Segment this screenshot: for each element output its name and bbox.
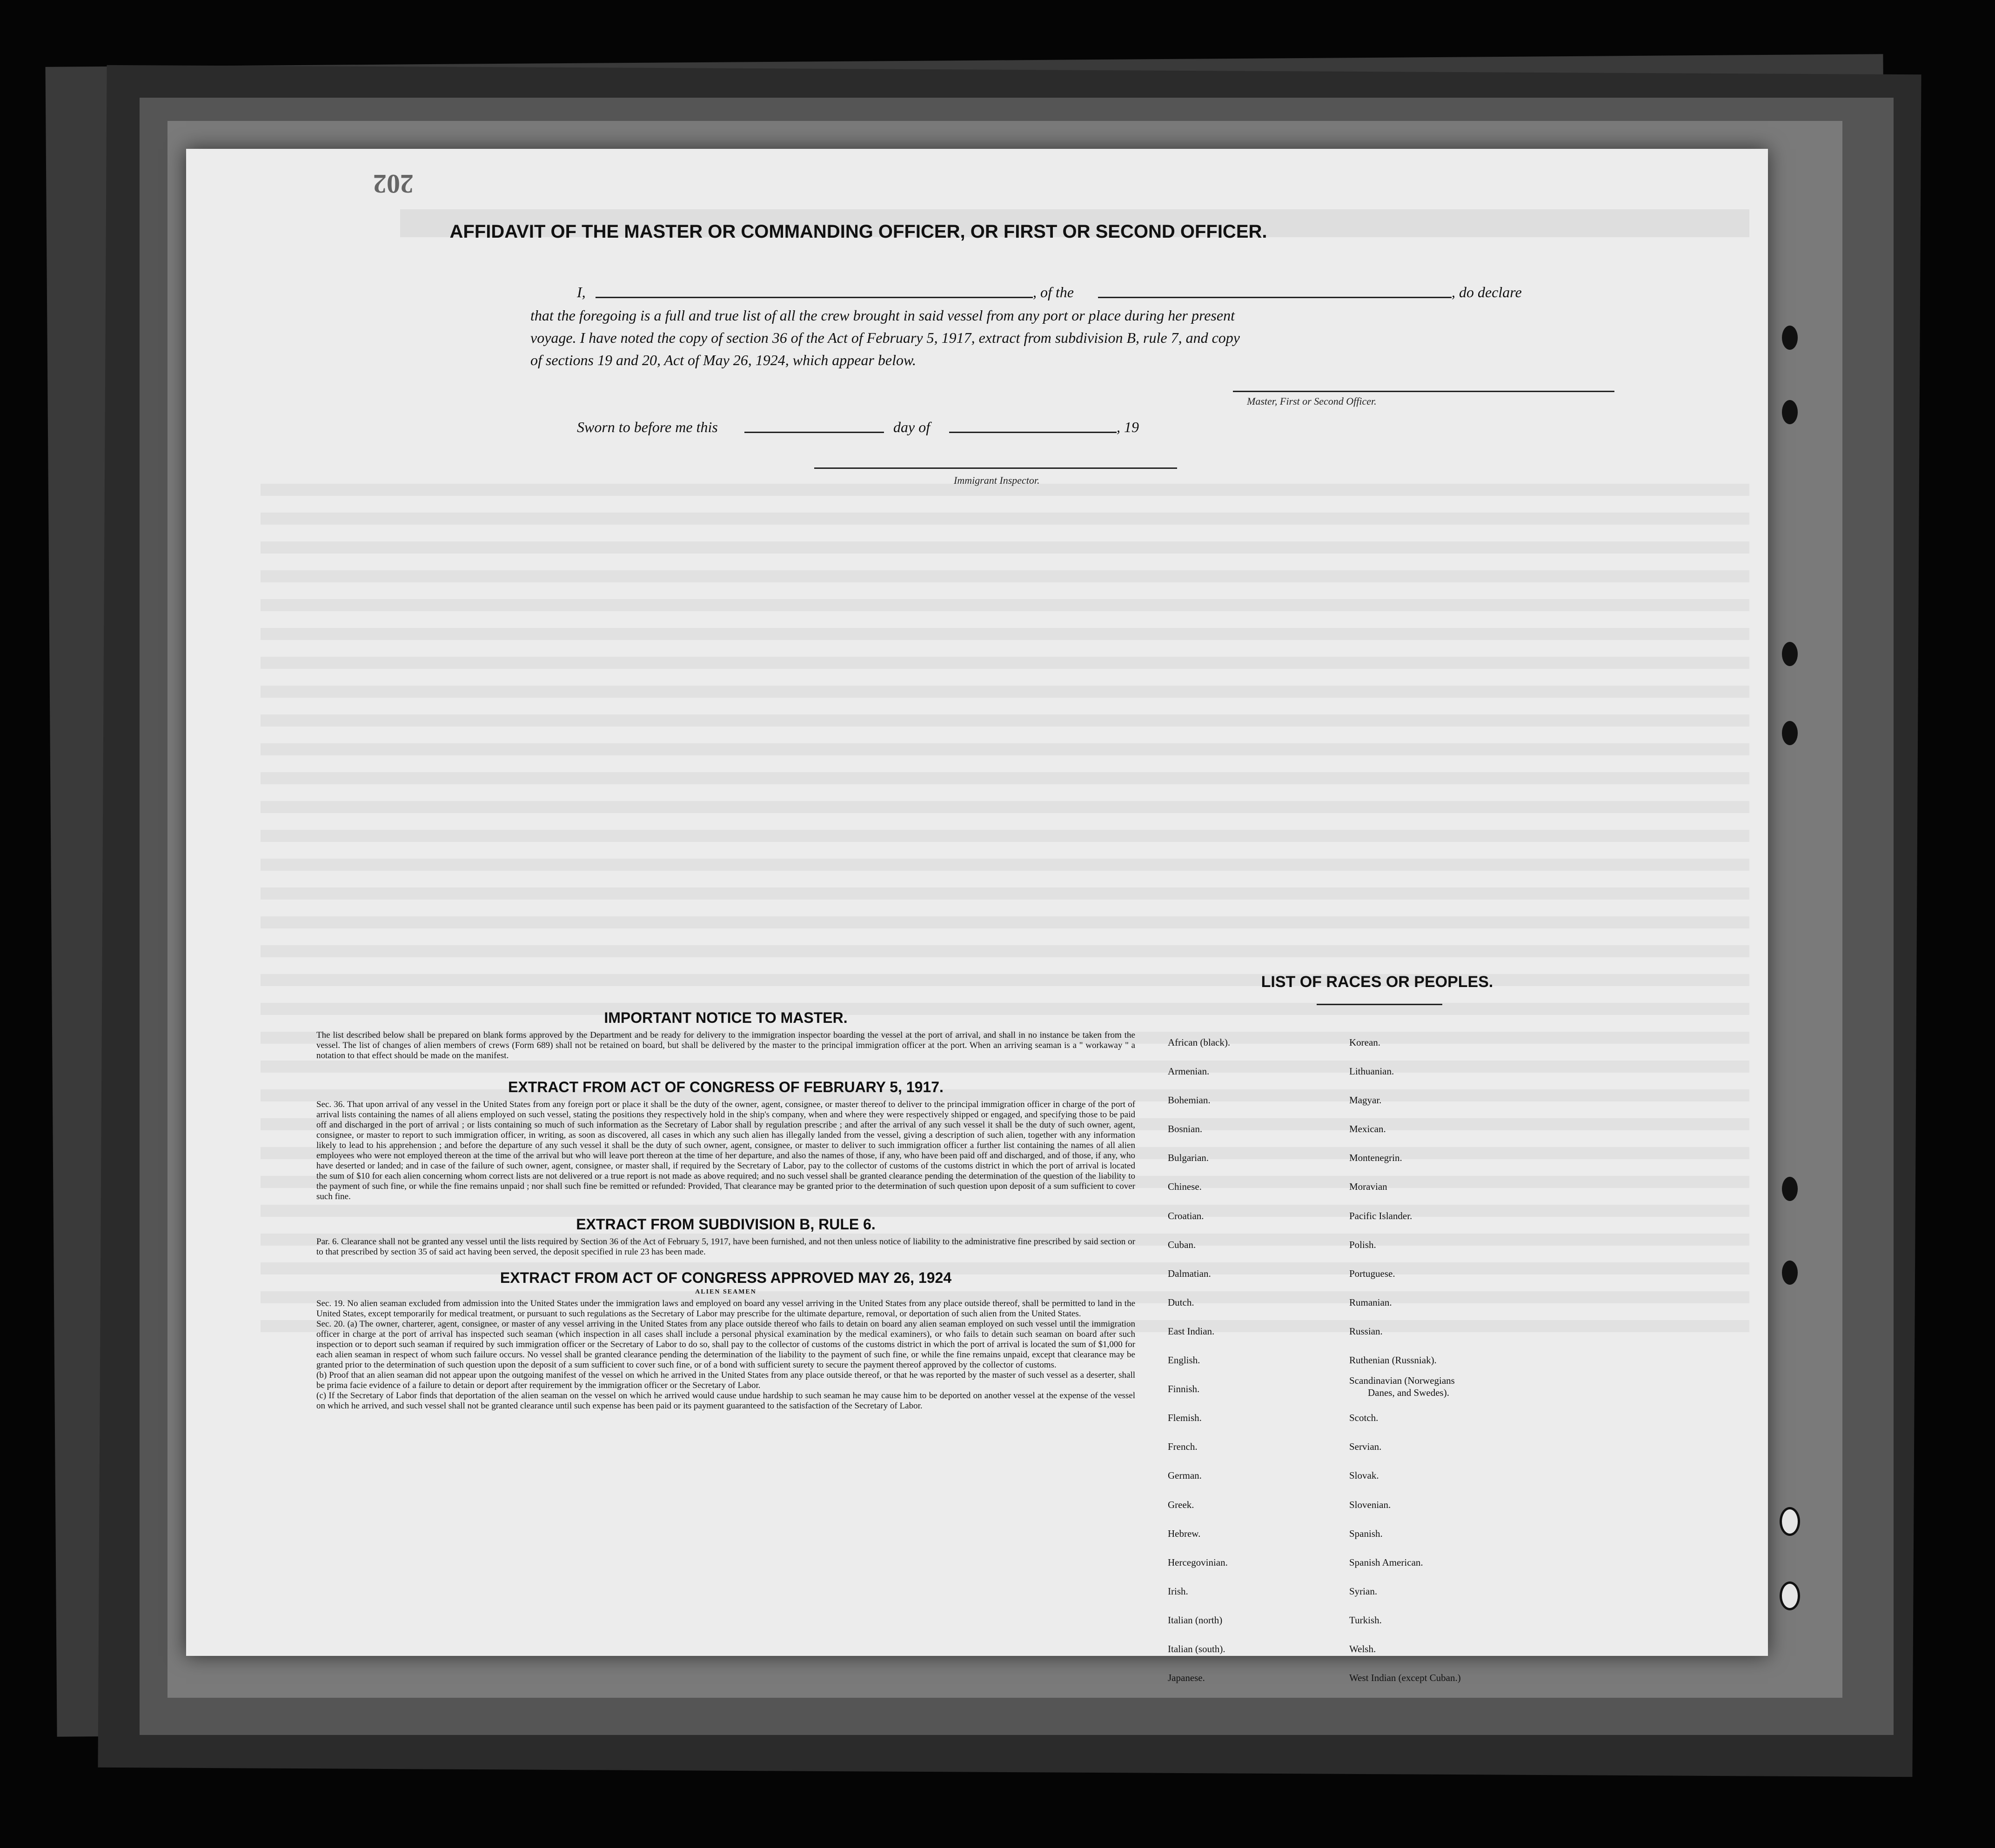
notice-to-master (316, 1009, 1135, 1411)
name-blank (596, 297, 1033, 298)
notice-text: The list described below shall be prepared on blank forms approved by the Department and be ready for delivery to the immigration inspector boarding the vessel at the port of arrival, and shall in no instance be taken from the vessel. The list of changes of alien members of crews (Form 689) shall not be retained on board, but shall be delivered by the master to the principal immigration officer at the port. When an arriving seaman is a " workaway " a notation to that effect should be made on the manifest. (316, 1030, 1135, 1061)
race-item: Russian. (1349, 1325, 1383, 1337)
inspector-caption: Immigrant Inspector. (954, 474, 1040, 486)
feb-1917-title: EXTRACT FROM ACT OF CONGRESS OF FEBRUARY 5, 1917. (508, 1079, 944, 1095)
race-item: Servian. (1349, 1441, 1382, 1453)
race-item: Finnish. (1168, 1383, 1200, 1395)
binder-hole (1780, 1507, 1800, 1536)
bleed-through-row (261, 714, 1749, 727)
race-item: Bosnian. (1168, 1123, 1203, 1135)
race-item: Slovak. (1349, 1470, 1379, 1481)
race-item: Flemish. (1168, 1412, 1202, 1424)
races-title: LIST OF RACES OR PEOPLES. (1261, 973, 1493, 991)
affidavit-of-the: , of the (1033, 284, 1074, 300)
race-item: Italian (south). (1168, 1643, 1225, 1655)
bleed-through-row (261, 945, 1749, 957)
inspector-line (814, 467, 1177, 469)
sec-20b-text: (b) Proof that an alien seaman did not appear upon the outgoing manifest of the vessel on which he arrived in the United States from any place outside thereof, or that he was reported by the master of such vessel as a deserter, shall be prima facie evidence of a failure to detain or deport after requirement by the immigration officer or the Secretary of Labor. (316, 1370, 1135, 1390)
affidavit-title: AFFIDAVIT OF THE MASTER OR COMMANDING OFFICER, OR FIRST OR SECOND OFFICER. (449, 221, 1267, 242)
race-item: Hebrew. (1168, 1528, 1201, 1539)
affidavit-i: I, (577, 284, 586, 300)
sworn-prefix: Sworn to before me this (577, 419, 718, 435)
race-item: French. (1168, 1441, 1198, 1453)
race-item: Armenian. (1168, 1066, 1210, 1077)
manifest-page (186, 149, 1768, 1684)
binder-hole (1782, 400, 1798, 424)
bleed-through-row (261, 628, 1749, 640)
race-item: African (black). (1168, 1037, 1231, 1048)
race-item: Rumanian. (1349, 1296, 1392, 1308)
race-item: Croatian. (1168, 1210, 1204, 1221)
bleed-through-row (261, 541, 1749, 554)
race-item-scandinavian (1349, 1374, 1461, 1403)
race-item: Cuban. (1168, 1239, 1196, 1250)
sworn-day-blank (744, 432, 884, 433)
bleed-through-row (261, 570, 1749, 582)
bleed-through-row (261, 772, 1749, 784)
race-item: West Indian (except Cuban.) (1349, 1672, 1461, 1684)
race-item: Bohemian. (1168, 1094, 1211, 1106)
race-item: Magyar. (1349, 1094, 1382, 1106)
race-item: Bulgarian. (1168, 1152, 1209, 1164)
affidavit-body-3: of sections 19 and 20, Act of May 26, 1924, which appear below. (530, 352, 916, 368)
race-item: Montenegrin. (1349, 1152, 1402, 1164)
sec-20a-text: Sec. 20. (a) The owner, charterer, agent, consignee, or master of any vessel arriving in the United States from any place outside thereof who fails to detain on board any alien seaman employed on such vessel until the immigration officer in charge at the port of arrival has inspected such seaman (which inspection in all cases shall include a personal physical examination by the medical examiners), or who fails to detain such seaman on board after such inspection or to deport such seaman if required by such immigration officer or the Secretary of Labor to do so, shall pay to the collector of customs of the customs district in which the port of arrival is located the sum of $1,000 for each alien seaman in respect of whom such failure occurs. No vessel shall be granted clearance pending the determination of the liability to the payment of such fine, or while the fine remains unpaid, except that clearance may be granted prior to the determination of such question upon the deposit of a sum sufficient to cover such fine, or of a bond with sufficient surety to secure the payment thereof approved by the collector of customs. (316, 1319, 1135, 1370)
race-item: English. (1168, 1354, 1200, 1366)
feb-1917-text: Sec. 36. That upon arrival of any vessel in the United States from any foreign port or place it shall be the duty of the owner, agent, consignee, or master thereof to deliver to the principal immigration officer in charge of the port of arrival lists containing the names of all aliens employed on such vessel, stating the positions they respectively hold in the ship's company, when and where they were respectively shipped or engaged, and specifying those to be paid off and discharged in the port of arrival ; or lists containing so much of such information as the Secretary of Labor shall by regulation prescribe ; and after the arrival of any such vessel it shall be the duty of such owner, agent, consignee, or master to report to such immigration officer, in writing, as soon as discovered, all cases in which any such alien has illegally landed from the vessel, giving a description of such alien, together with any information likely to lead to his apprehension ; and before the departure of any such vessel it shall be the duty of such owner, agent, consignee, or master to deliver to such immigration officer a further list containing the names of all alien employees who were not employed thereon at the time of the arrival but who will leave port thereon at the time of her departure, and also the names of those, if any, who have been paid off and discharged, and of those, if any, who have deserted or landed; and in case of the failure of such owner, agent, consignee, or master shall, if required by the Secretary of Labor, pay to the collector of customs of the customs district in which the port of arrival is located the sum of $10 for each alien concerning whom correct lists are not delivered or a true report is not made as above required; and no such vessel shall be granted clearance pending the determination of the question of the liability to the payment of such fine, or while the fine remains unpaid ; nor shall such fine be remitted or refunded: Provided, That clearance may be granted prior to the determination of such question upon deposit of a sum sufficient to cover such fine. (316, 1100, 1135, 1201)
bleed-through-row (261, 599, 1749, 611)
signature-line (1233, 391, 1614, 392)
race-item: Slovenian. (1349, 1499, 1391, 1510)
binder-hole (1782, 1177, 1798, 1201)
binder-hole (1782, 1261, 1798, 1285)
bleed-through-row (261, 743, 1749, 755)
race-item: Italian (north) (1168, 1614, 1223, 1626)
race-item: East Indian. (1168, 1325, 1215, 1337)
race-item: Dalmatian. (1168, 1268, 1211, 1279)
sworn-month-blank (949, 432, 1117, 433)
binder-hole (1782, 642, 1798, 666)
race-item: Mexican. (1349, 1123, 1386, 1135)
sec-20c-text: (c) If the Secretary of Labor finds that deportation of the alien seaman on the vessel on which he arrived would cause undue hardship to such seaman he may cause him to be deported on another vessel at the expense of the vessel on which he arrived, and such vessel shall not be granted clearance until such expense has been paid or its payment guaranteed to the satisfaction of the Secretary of Labor. (316, 1391, 1135, 1411)
bleed-through-row (261, 859, 1749, 871)
race-item: Korean. (1349, 1037, 1381, 1048)
race-item: Greek. (1168, 1499, 1194, 1510)
race-item: Dutch. (1168, 1296, 1194, 1308)
race-item: Chinese. (1168, 1181, 1202, 1193)
sec-19-text: Sec. 19. No alien seaman excluded from admission into the United States under the immigration laws and employed on board any vessel arriving in the United States from any place outside thereof, shall be permitted to land in the United States, except temporarily for medical treatment, or pursuant to such regulations as the Secretary of Labor may prescribe for the ultimate departure, removal, or deportation of such alien from the United States. (316, 1299, 1135, 1319)
race-item: Ruthenian (Russniak). (1349, 1354, 1437, 1366)
affidavit-body-1: that the foregoing is a full and true list of all the crew brought in said vessel from any port or place during her present (530, 307, 1235, 324)
rule-6-text: Par. 6. Clearance shall not be granted any vessel until the lists required by Section 36 of the Act of February 5, 1917, have been furnished, and not then unless notice of liability to the administrative fine prescribed by said section or to that prescribed by section 35 of said act having been served, the deposit specified in rule 23 has been made. (316, 1237, 1135, 1257)
race-item: Pacific Islander. (1349, 1210, 1413, 1221)
bleed-through-row (261, 686, 1749, 698)
races-left-column (1168, 1028, 1230, 1692)
race-item: Turkish. (1349, 1614, 1382, 1626)
race-item: Spanish. (1349, 1528, 1383, 1539)
affidavit-body-2: voyage. I have noted the copy of section 36 of the Act of February 5, 1917, extract from subdivision B, rule 7, and copy (530, 329, 1240, 346)
bleed-through-row (261, 513, 1749, 525)
race-item: Irish. (1168, 1585, 1188, 1597)
races-title-rule (1317, 1004, 1442, 1005)
bleed-through-row (261, 657, 1749, 669)
bleed-through-row (261, 801, 1749, 813)
race-item: Polish. (1349, 1239, 1376, 1250)
page-number: 202 (373, 169, 414, 199)
bleed-through-row (261, 887, 1749, 900)
bleed-through-row (261, 916, 1749, 928)
may-1924-title: EXTRACT FROM ACT OF CONGRESS APPROVED MAY 26, 1924 (500, 1269, 952, 1286)
race-item: Syrian. (1349, 1585, 1378, 1597)
binder-hole (1780, 1581, 1800, 1610)
sworn-year: , 19 (1117, 419, 1139, 435)
bleed-through-row (261, 830, 1749, 842)
races-right-column (1349, 1028, 1461, 1692)
binder-hole (1782, 721, 1798, 745)
vessel-blank (1098, 297, 1452, 298)
race-item-continuation: Danes, and Swedes). (1368, 1387, 1449, 1399)
race-item: Hercegovinian. (1168, 1556, 1228, 1568)
race-item: Spanish American. (1349, 1556, 1423, 1568)
race-item: Scotch. (1349, 1412, 1379, 1424)
alien-seamen-subtitle: ALIEN SEAMEN (695, 1288, 756, 1295)
sworn-day-of: day of (893, 419, 931, 435)
race-item: German. (1168, 1470, 1202, 1481)
signature-caption: Master, First or Second Officer. (1247, 395, 1377, 407)
race-item: Scandinavian (Norwegians (1349, 1375, 1455, 1387)
binder-hole (1782, 326, 1798, 350)
race-item: Moravian (1349, 1181, 1387, 1193)
race-item: Lithuanian. (1349, 1066, 1394, 1077)
race-item: Welsh. (1349, 1643, 1376, 1655)
rule-6-title: EXTRACT FROM SUBDIVISION B, RULE 6. (576, 1216, 876, 1233)
affidavit-declare: , do declare (1452, 284, 1522, 300)
race-item: Japanese. (1168, 1672, 1205, 1684)
notice-title: IMPORTANT NOTICE TO MASTER. (604, 1009, 848, 1026)
race-item: Portuguese. (1349, 1268, 1395, 1279)
